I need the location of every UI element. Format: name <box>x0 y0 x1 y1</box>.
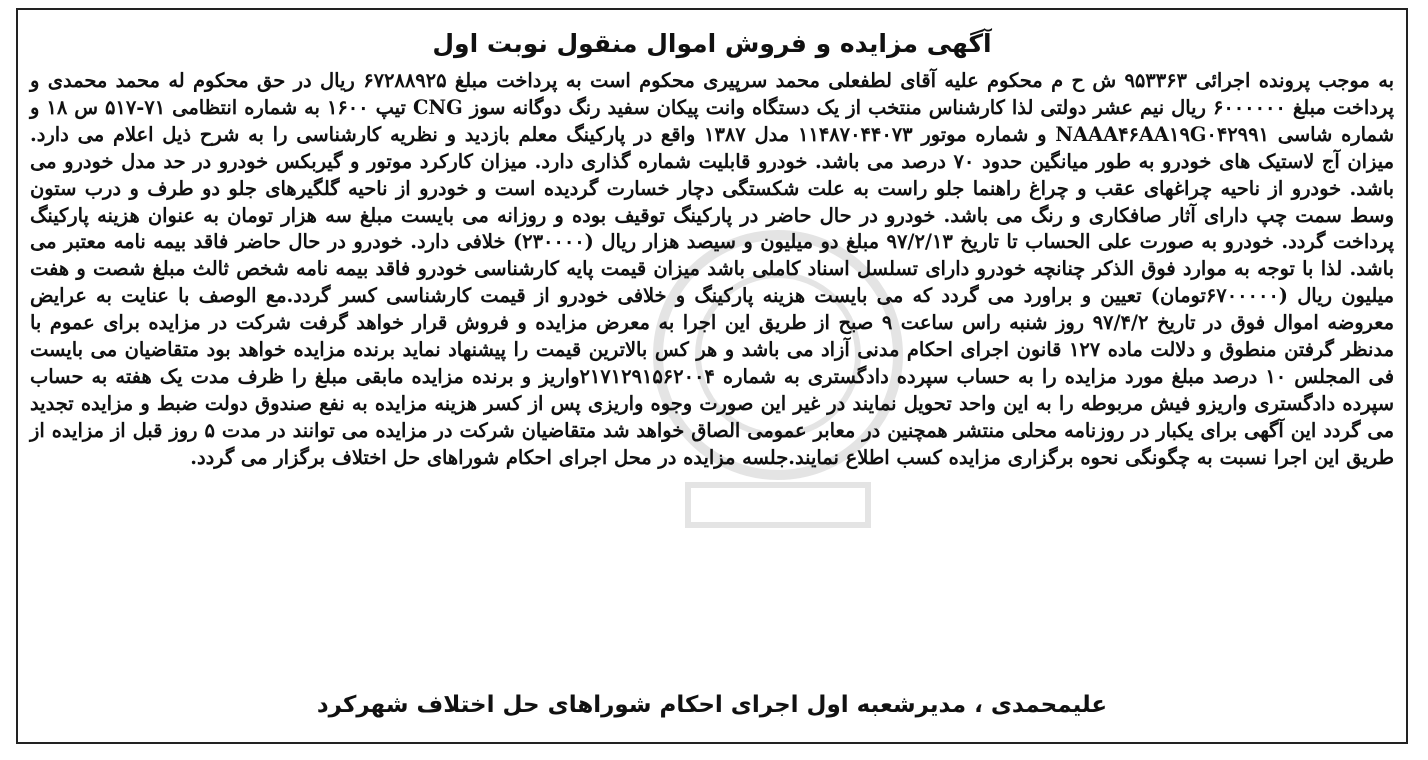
notice-title: آگهی مزایده و فروش اموال منقول نوبت اول <box>432 29 992 58</box>
notice-signature: علیمحمدی ، مدیرشعبه اول اجرای احکام شوراهای حل اختلاف شهرکرد <box>316 692 1108 718</box>
notice-body <box>30 68 1394 472</box>
notice-body-paragraph: به موجب پرونده اجرائی ۹۵۳۳۶۳ ش ح م محکوم علیه آقای لطفعلی محمد سرپیری محکوم است به پرداخت مبلغ ۶۷۲۸۸۹۲۵ ریال در حق محکوم له محمد محمدی و پرداخت مبلغ ۶۰۰۰۰۰۰ ریال نیم عشر دولتی لذا کارشناس منتخب از یک دستگاه وانت پیکان سفید رنگ دوگانه سوز CNG تیپ ۱۶۰۰ به شماره انتظامی ۷۱-۵۱۷ س ۱۸ و شماره شاسی NAAA۴۶AA۱۹G۰۴۲۹۹۱ و شماره موتور ۱۱۴۸۷۰۴۴۰۷۳ مدل ۱۳۸۷ واقع در پارکینگ معلم بازدید و نظریه کارشناسی را به شرح ذیل اعلام می دارد. میزان آج لاستیک های خودرو به طور میانگین حدود ۷۰ درصد می باشد. خودرو قابلیت شماره گذاری دارد. میزان کارکرد موتور و گیربکس خودرو در حد مدل خودرو می باشد. خودرو از ناحیه چراغهای عقب و چراغ راهنما جلو راست به علت شکستگی دچار خسارت گردیده است و خودرو از ناحیه گلگیرهای جلو دو طرف و درب ستون وسط سمت چپ دارای آثار صافکاری و رنگ می باشد. خودرو در حال حاضر در پارکینگ توقیف بوده و روزانه می بایست مبلغ سه هزار تومان به عنوان هزینه پارکینگ پرداخت گردد. خودرو به صورت علی الحساب تا تاریخ ۹۷/۲/۱۳ مبلغ دو میلیون و سیصد هزار ریال (۲۳۰۰۰۰) خلافی دارد. خودرو در حال حاضر فاقد بیمه نامه معتبر می باشد. لذا با توجه به موارد فوق الذکر چنانچه خودرو دارای تسلسل اسناد کاملی باشد میزان قیمت پایه کارشناسی خودرو فاقد بیمه نامه شخص ثالث مبلغ شصت و هفت میلیون ریال (۶۷۰۰۰۰۰تومان) تعیین و براورد می گردد که می بایست هزینه پارکینگ و خلافی خودرو از قیمت کارشناسی کسر گردد.مع الوصف با عنایت به عرایض معروضه اموال فوق در تاریخ ۹۷/۴/۲ روز شنبه راس ساعت ۹ صبح از طریق این اجرا به معرض مزایده و فروش قرار خواهد گرفت شرکت در مزایده برای عموم با مدنظر گرفتن منطوق و دلالت ماده ۱۲۷ قانون اجرای احکام مدنی آزاد می باشد و هر کس بالاترین قیمت را پیشنهاد نماید برنده مزایده خواهد بود متقاضیان می بایست فی المجلس ۱۰ درصد مبلغ مورد مزایده را به حساب سپرده دادگستری به شماره ۲۱۷۱۲۹۱۵۶۲۰۰۴واریز و برنده مزایده مابقی مبلغ را ظرف مدت یک هفته به حساب سپرده دادگستری واریزو فیش مربوطه را به این واحد تحویل نمایند در غیر این صورت وجوه واریزی پس از کسر هزینه مزایده به نفع صندوق دولت ضبط و مزایده تجدید می گردد این آگهی برای یکبار در روزنامه محلی منتشر همچنین در معابر عمومی الصاق خواهد شد متقاضیان شرکت در مزایده می توانند در مدت ۵ روز قبل از مزایده از طریق این اجرا نسبت به چگونگی نحوه برگزاری مزایده کسب اطلاع نمایند.جلسه مزایده در محل اجرای احکام شوراهای حل اختلاف برگزار می گردد. <box>30 69 1395 469</box>
notice-frame <box>16 8 1408 744</box>
